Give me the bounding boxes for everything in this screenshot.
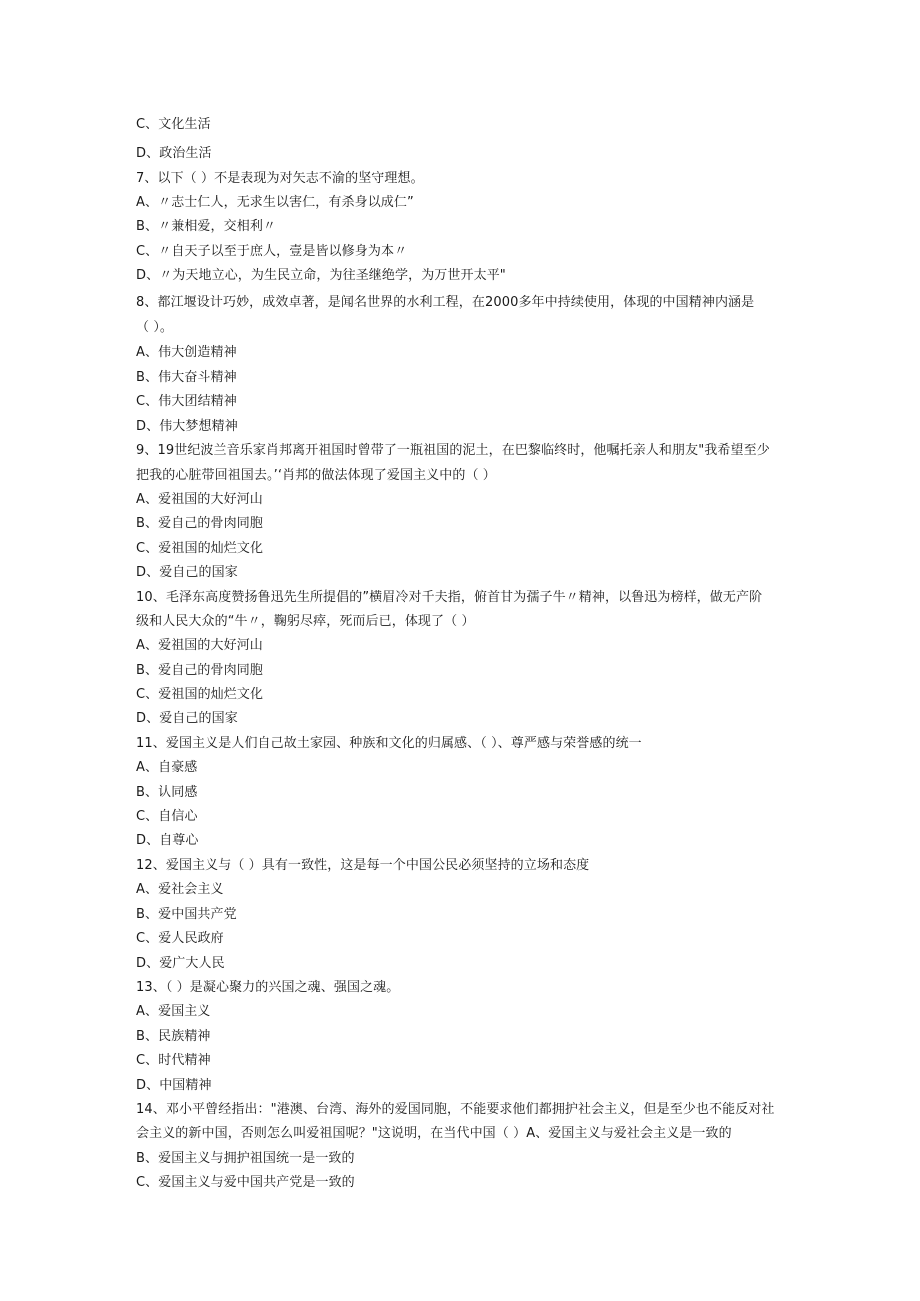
option-d-q7: D、〃为天地立心，为生民立命，为往圣继绝学，为万世开太平" — [136, 268, 506, 283]
option-d-q13: D、中国精神 — [136, 1078, 212, 1093]
question-11: 11、爱国主义是人们自己故土家园、种族和文化的归属感、（ ）、尊严感与荣誉感的统一 — [136, 736, 642, 751]
question-8-cont: （ ）。 — [136, 320, 174, 335]
question-12: 12、爱国主义与（ ）具有一致性，这是每一个中国公民必须坚持的立场和态度 — [136, 858, 590, 873]
option-c-q10: C、爱祖国的灿烂文化 — [136, 687, 264, 702]
option-b-q7: B、〃兼相爱，交相利〃 — [136, 219, 277, 234]
question-7: 7、以下（ ）不是表现为对矢志不渝的坚守理想。 — [136, 171, 424, 186]
option-c-q6: C、文化生活 — [136, 117, 211, 132]
option-c-q8: C、伟大团结精神 — [136, 394, 237, 409]
question-9-cont: 把我的心脏带回祖国去。’‘肖邦的做法体现了爱国主义中的（ ） — [136, 468, 496, 483]
option-c-q9: C、爱祖国的灿烂文化 — [136, 541, 264, 556]
option-d-q9: D、爱自己的国家 — [136, 565, 238, 580]
option-c-q13: C、时代精神 — [136, 1053, 211, 1068]
option-c-q12: C、爱人民政府 — [136, 931, 224, 946]
option-b-q10: B、爱自己的骨肉同胞 — [136, 663, 263, 678]
option-a-q12: A、爱社会主义 — [136, 882, 224, 897]
option-a-q7: A、〃志士仁人，无求生以害仁，有杀身以成仁” — [136, 195, 414, 210]
option-b-q9: B、爱自己的骨肉同胞 — [136, 516, 263, 531]
option-b-q8: B、伟大奋斗精神 — [136, 370, 237, 385]
question-9: 9、19世纪波兰音乐家肖邦离开祖国时曾带了一瓶祖国的泥土，在巴黎临终时，他嘱托亲人和朋友"我希望至少 — [136, 443, 770, 458]
option-b-q13: B、民族精神 — [136, 1029, 211, 1044]
question-10-cont: 级和人民大众的“牛〃，鞠躬尽瘁，死而后已，体现了（ ） — [136, 614, 475, 629]
question-10: 10、毛泽东高度赞扬鲁迅先生所提倡的”横眉冷对千夫指，俯首甘为孺子牛〃精神，以鲁迅为榜样，做无产阶 — [136, 590, 763, 605]
question-14-cont: 会主义的新中国，否则怎么叫爱祖国呢？"这说明，在当代中国（ ）A、爱国主义与爱社会主义是一致的 — [136, 1126, 732, 1141]
option-d-q6: D、政治生活 — [136, 146, 212, 161]
question-14: 14、邓小平曾经指出："港澳、台湾、海外的爱国同胞，不能要求他们都拥护社会主义，但是至少也不能反对社 — [136, 1102, 775, 1117]
option-d-q11: D、自尊心 — [136, 833, 199, 848]
question-8: 8、都江堰设计巧妙，成效卓著，是闻名世界的水利工程，在2000多年中持续使用，体现的中国精神内涵是 — [136, 295, 755, 310]
option-a-q13: A、爱国主义 — [136, 1004, 211, 1019]
option-a-q9: A、爱祖国的大好河山 — [136, 492, 263, 507]
option-c-q11: C、自信心 — [136, 809, 198, 824]
option-b-q12: B、爱中国共产党 — [136, 907, 237, 922]
option-d-q10: D、爱自己的国家 — [136, 711, 238, 726]
option-c-q14: C、爱国主义与爱中国共产党是一致的 — [136, 1175, 355, 1190]
option-a-q8: A、伟大创造精神 — [136, 345, 237, 360]
option-d-q12: D、爱广大人民 — [136, 956, 225, 971]
option-c-q7: C、〃自天子以至于庶人，壹是皆以修身为本〃 — [136, 244, 408, 259]
option-b-q11: B、认同感 — [136, 785, 198, 800]
option-a-q11: A、自豪感 — [136, 760, 198, 775]
option-a-q10: A、爱祖国的大好河山 — [136, 638, 263, 653]
option-d-q8: D、伟大梦想精神 — [136, 419, 238, 434]
option-b-q14: B、爱国主义与拥护祖国统一是一致的 — [136, 1151, 355, 1166]
question-13: 13、（ ）是凝心聚力的兴国之魂、强国之魂。 — [136, 980, 400, 995]
